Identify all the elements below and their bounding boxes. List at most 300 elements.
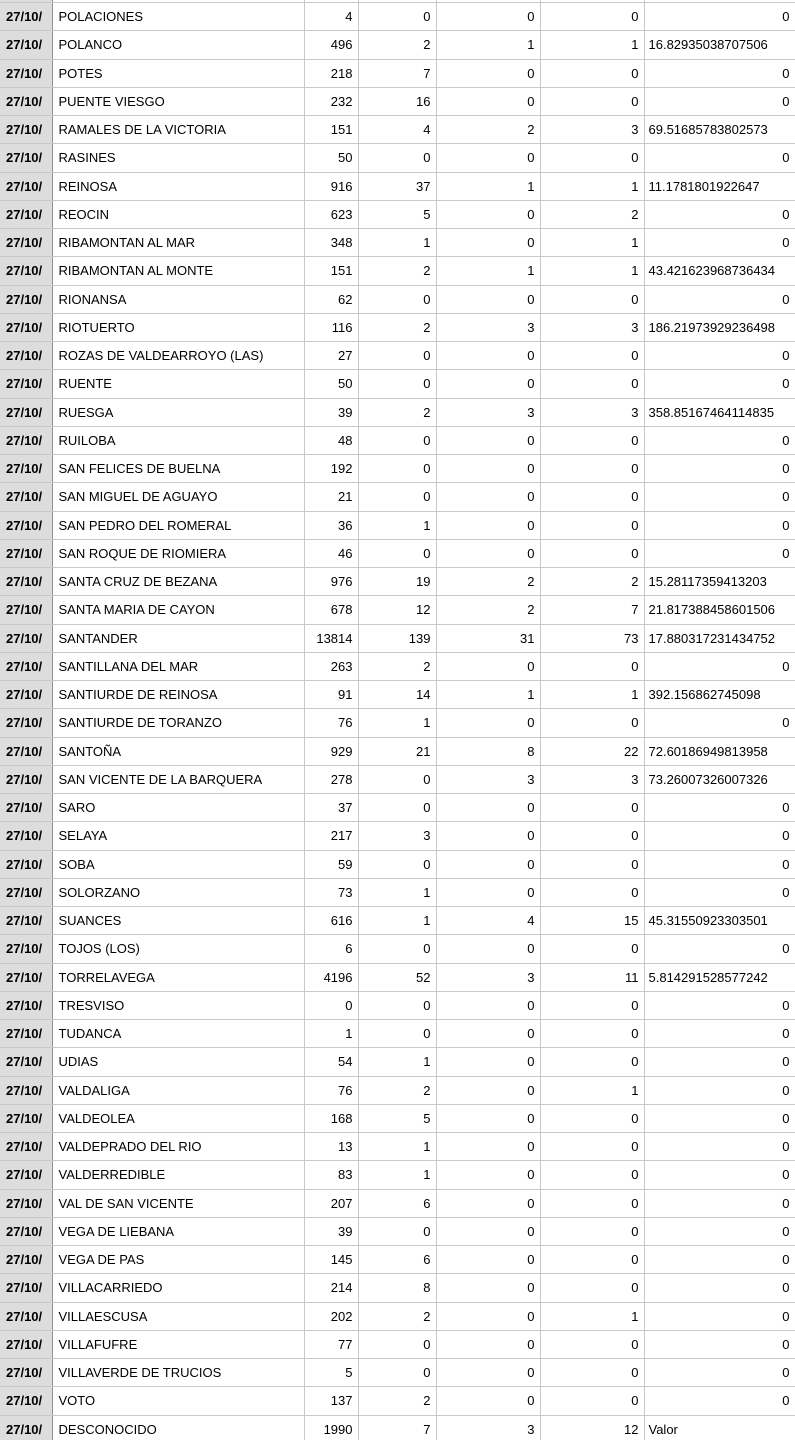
municipality-cell[interactable]: SOBA bbox=[52, 850, 304, 878]
date-cell[interactable]: 27/10/ bbox=[0, 765, 52, 793]
value-cell[interactable]: 2 bbox=[358, 31, 436, 59]
rate-cell[interactable]: 0 bbox=[644, 991, 795, 1019]
date-cell[interactable]: 27/10/ bbox=[0, 907, 52, 935]
value-cell[interactable]: 0 bbox=[540, 1246, 644, 1274]
value-cell[interactable]: 0 bbox=[436, 144, 540, 172]
date-cell[interactable]: 27/10/ bbox=[0, 1217, 52, 1245]
value-cell[interactable]: 0 bbox=[436, 455, 540, 483]
date-cell[interactable]: 27/10/ bbox=[0, 737, 52, 765]
municipality-cell[interactable]: SANTA MARIA DE CAYON bbox=[52, 596, 304, 624]
rate-cell[interactable]: 0 bbox=[644, 1387, 795, 1415]
date-cell[interactable]: 27/10/ bbox=[0, 87, 52, 115]
value-cell[interactable]: 2 bbox=[358, 652, 436, 680]
date-cell[interactable]: 27/10/ bbox=[0, 31, 52, 59]
value-cell[interactable]: 7 bbox=[540, 596, 644, 624]
date-cell[interactable]: 27/10/ bbox=[0, 1387, 52, 1415]
rate-cell[interactable]: 0 bbox=[644, 342, 795, 370]
value-cell[interactable]: 0 bbox=[540, 1189, 644, 1217]
date-cell[interactable]: 27/10/ bbox=[0, 1330, 52, 1358]
value-cell[interactable]: 0 bbox=[540, 1330, 644, 1358]
municipality-cell[interactable]: VEGA DE LIEBANA bbox=[52, 1217, 304, 1245]
municipality-cell[interactable]: RIOTUERTO bbox=[52, 313, 304, 341]
value-cell[interactable]: 2 bbox=[358, 313, 436, 341]
rate-cell[interactable]: 0 bbox=[644, 200, 795, 228]
municipality-cell[interactable]: RUILOBA bbox=[52, 426, 304, 454]
value-cell[interactable]: 0 bbox=[436, 1330, 540, 1358]
value-cell[interactable]: 8 bbox=[358, 1274, 436, 1302]
value-cell[interactable]: 4196 bbox=[304, 963, 358, 991]
rate-cell[interactable]: 0 bbox=[644, 1048, 795, 1076]
date-cell[interactable]: 27/10/ bbox=[0, 1246, 52, 1274]
date-cell[interactable]: 27/10/ bbox=[0, 1104, 52, 1132]
rate-cell[interactable]: 0 bbox=[644, 455, 795, 483]
municipality-cell[interactable]: PUENTE VIESGO bbox=[52, 87, 304, 115]
value-cell[interactable]: 916 bbox=[304, 172, 358, 200]
rate-cell[interactable]: 0 bbox=[644, 709, 795, 737]
value-cell[interactable]: 5 bbox=[358, 200, 436, 228]
municipality-cell[interactable]: SAN PEDRO DEL ROMERAL bbox=[52, 511, 304, 539]
value-cell[interactable]: 0 bbox=[540, 1359, 644, 1387]
value-cell[interactable]: 151 bbox=[304, 116, 358, 144]
municipality-cell[interactable]: VILLAVERDE DE TRUCIOS bbox=[52, 1359, 304, 1387]
value-cell[interactable]: 3 bbox=[436, 313, 540, 341]
value-cell[interactable]: 0 bbox=[358, 342, 436, 370]
value-cell[interactable]: 62 bbox=[304, 285, 358, 313]
rate-cell[interactable]: 0 bbox=[644, 285, 795, 313]
rate-cell[interactable]: 0 bbox=[644, 850, 795, 878]
date-cell[interactable]: 27/10/ bbox=[0, 1302, 52, 1330]
value-cell[interactable]: 0 bbox=[436, 822, 540, 850]
date-cell[interactable]: 27/10/ bbox=[0, 1189, 52, 1217]
value-cell[interactable]: 0 bbox=[358, 455, 436, 483]
date-cell[interactable]: 27/10/ bbox=[0, 342, 52, 370]
municipality-cell[interactable]: RIONANSA bbox=[52, 285, 304, 313]
value-cell[interactable]: 0 bbox=[358, 3, 436, 31]
value-cell[interactable]: 3 bbox=[436, 765, 540, 793]
value-cell[interactable]: 37 bbox=[358, 172, 436, 200]
value-cell[interactable]: 0 bbox=[436, 1161, 540, 1189]
date-cell[interactable]: 27/10/ bbox=[0, 3, 52, 31]
value-cell[interactable]: 4 bbox=[358, 116, 436, 144]
value-cell[interactable]: 0 bbox=[304, 991, 358, 1019]
municipality-cell[interactable]: VALDERREDIBLE bbox=[52, 1161, 304, 1189]
value-cell[interactable]: 0 bbox=[540, 709, 644, 737]
municipality-cell[interactable]: TOJOS (LOS) bbox=[52, 935, 304, 963]
value-cell[interactable]: 50 bbox=[304, 144, 358, 172]
date-cell[interactable]: 27/10/ bbox=[0, 455, 52, 483]
value-cell[interactable]: 73 bbox=[304, 878, 358, 906]
municipality-cell[interactable]: RUENTE bbox=[52, 370, 304, 398]
value-cell[interactable]: 36 bbox=[304, 511, 358, 539]
value-cell[interactable]: 0 bbox=[358, 935, 436, 963]
municipality-cell[interactable]: RUESGA bbox=[52, 398, 304, 426]
rate-cell[interactable]: 69.51685783802573 bbox=[644, 116, 795, 144]
rate-cell[interactable]: 0 bbox=[644, 794, 795, 822]
value-cell[interactable]: 0 bbox=[436, 1104, 540, 1132]
municipality-cell[interactable]: RIBAMONTAN AL MONTE bbox=[52, 257, 304, 285]
date-cell[interactable]: 27/10/ bbox=[0, 370, 52, 398]
value-cell[interactable]: 0 bbox=[540, 539, 644, 567]
date-cell[interactable]: 27/10/ bbox=[0, 116, 52, 144]
value-cell[interactable]: 151 bbox=[304, 257, 358, 285]
value-cell[interactable]: 27 bbox=[304, 342, 358, 370]
value-cell[interactable]: 202 bbox=[304, 1302, 358, 1330]
value-cell[interactable]: 8 bbox=[436, 737, 540, 765]
municipality-cell[interactable]: UDIAS bbox=[52, 1048, 304, 1076]
value-cell[interactable]: 0 bbox=[436, 1020, 540, 1048]
value-cell[interactable]: 0 bbox=[540, 1274, 644, 1302]
value-cell[interactable]: 0 bbox=[540, 1104, 644, 1132]
date-cell[interactable]: 27/10/ bbox=[0, 1161, 52, 1189]
municipality-cell[interactable]: SANTA CRUZ DE BEZANA bbox=[52, 568, 304, 596]
value-cell[interactable]: 59 bbox=[304, 850, 358, 878]
date-cell[interactable]: 27/10/ bbox=[0, 144, 52, 172]
value-cell[interactable]: 1 bbox=[358, 1133, 436, 1161]
date-cell[interactable]: 27/10/ bbox=[0, 1274, 52, 1302]
municipality-cell[interactable]: SANTANDER bbox=[52, 624, 304, 652]
value-cell[interactable]: 21 bbox=[358, 737, 436, 765]
value-cell[interactable]: 1990 bbox=[304, 1415, 358, 1440]
municipality-cell[interactable]: POTES bbox=[52, 59, 304, 87]
value-cell[interactable]: 2 bbox=[358, 1076, 436, 1104]
value-cell[interactable]: 5 bbox=[358, 1104, 436, 1132]
value-cell[interactable]: 0 bbox=[540, 1387, 644, 1415]
rate-cell[interactable]: 0 bbox=[644, 370, 795, 398]
value-cell[interactable]: 616 bbox=[304, 907, 358, 935]
value-cell[interactable]: 83 bbox=[304, 1161, 358, 1189]
rate-cell[interactable]: 0 bbox=[644, 144, 795, 172]
date-cell[interactable]: 27/10/ bbox=[0, 1076, 52, 1104]
value-cell[interactable]: 0 bbox=[540, 822, 644, 850]
value-cell[interactable]: 3 bbox=[540, 313, 644, 341]
municipality-cell[interactable]: SAN ROQUE DE RIOMIERA bbox=[52, 539, 304, 567]
value-cell[interactable]: 278 bbox=[304, 765, 358, 793]
rate-cell[interactable]: 0 bbox=[644, 652, 795, 680]
value-cell[interactable]: 0 bbox=[436, 229, 540, 257]
value-cell[interactable]: 263 bbox=[304, 652, 358, 680]
value-cell[interactable]: 929 bbox=[304, 737, 358, 765]
rate-cell[interactable]: 17.880317231434752 bbox=[644, 624, 795, 652]
date-cell[interactable]: 27/10/ bbox=[0, 1359, 52, 1387]
municipality-cell[interactable]: SANTOÑA bbox=[52, 737, 304, 765]
value-cell[interactable]: 2 bbox=[358, 1302, 436, 1330]
value-cell[interactable]: 1 bbox=[540, 31, 644, 59]
municipality-cell[interactable]: TRESVISO bbox=[52, 991, 304, 1019]
value-cell[interactable]: 0 bbox=[358, 794, 436, 822]
rate-cell[interactable]: 16.82935038707506 bbox=[644, 31, 795, 59]
rate-cell[interactable]: 0 bbox=[644, 878, 795, 906]
value-cell[interactable]: 0 bbox=[436, 1076, 540, 1104]
value-cell[interactable]: 0 bbox=[540, 1133, 644, 1161]
value-cell[interactable]: 0 bbox=[436, 59, 540, 87]
value-cell[interactable]: 39 bbox=[304, 398, 358, 426]
value-cell[interactable]: 1 bbox=[540, 229, 644, 257]
value-cell[interactable]: 6 bbox=[358, 1246, 436, 1274]
value-cell[interactable]: 1 bbox=[358, 229, 436, 257]
value-cell[interactable]: 37 bbox=[304, 794, 358, 822]
municipality-cell[interactable]: SAN VICENTE DE LA BARQUERA bbox=[52, 765, 304, 793]
municipality-cell[interactable]: RASINES bbox=[52, 144, 304, 172]
value-cell[interactable]: 0 bbox=[436, 3, 540, 31]
rate-cell[interactable]: 0 bbox=[644, 426, 795, 454]
rate-cell[interactable]: 0 bbox=[644, 1104, 795, 1132]
value-cell[interactable]: 1 bbox=[540, 1302, 644, 1330]
value-cell[interactable]: 0 bbox=[436, 1246, 540, 1274]
value-cell[interactable]: 76 bbox=[304, 709, 358, 737]
value-cell[interactable]: 3 bbox=[358, 822, 436, 850]
value-cell[interactable]: 1 bbox=[358, 878, 436, 906]
value-cell[interactable]: 0 bbox=[436, 1189, 540, 1217]
value-cell[interactable]: 0 bbox=[436, 1359, 540, 1387]
value-cell[interactable]: 0 bbox=[540, 511, 644, 539]
value-cell[interactable]: 4 bbox=[436, 907, 540, 935]
value-cell[interactable]: 1 bbox=[358, 511, 436, 539]
value-cell[interactable]: 12 bbox=[358, 596, 436, 624]
value-cell[interactable]: 0 bbox=[436, 1217, 540, 1245]
value-cell[interactable]: 73 bbox=[540, 624, 644, 652]
value-cell[interactable]: 0 bbox=[358, 370, 436, 398]
value-cell[interactable]: 1 bbox=[358, 1048, 436, 1076]
value-cell[interactable]: 0 bbox=[540, 426, 644, 454]
date-cell[interactable]: 27/10/ bbox=[0, 652, 52, 680]
rate-cell[interactable]: 0 bbox=[644, 935, 795, 963]
rate-cell[interactable]: 392.156862745098 bbox=[644, 681, 795, 709]
value-cell[interactable]: 0 bbox=[540, 342, 644, 370]
value-cell[interactable]: 0 bbox=[436, 935, 540, 963]
municipality-cell[interactable]: VILLAFUFRE bbox=[52, 1330, 304, 1358]
rate-cell[interactable]: 11.1781801922647 bbox=[644, 172, 795, 200]
value-cell[interactable]: 6 bbox=[304, 935, 358, 963]
rate-cell[interactable]: 45.31550923303501 bbox=[644, 907, 795, 935]
rate-cell[interactable]: 0 bbox=[644, 3, 795, 31]
rate-cell[interactable]: 0 bbox=[644, 822, 795, 850]
municipality-cell[interactable]: VALDEPRADO DEL RIO bbox=[52, 1133, 304, 1161]
value-cell[interactable]: 13814 bbox=[304, 624, 358, 652]
value-cell[interactable]: 2 bbox=[540, 200, 644, 228]
rate-cell[interactable]: 0 bbox=[644, 1020, 795, 1048]
value-cell[interactable]: 0 bbox=[436, 1387, 540, 1415]
value-cell[interactable]: 14 bbox=[358, 681, 436, 709]
value-cell[interactable]: 16 bbox=[358, 87, 436, 115]
value-cell[interactable]: 0 bbox=[358, 1330, 436, 1358]
municipality-cell[interactable]: REINOSA bbox=[52, 172, 304, 200]
date-cell[interactable]: 27/10/ bbox=[0, 539, 52, 567]
value-cell[interactable]: 139 bbox=[358, 624, 436, 652]
date-cell[interactable]: 27/10/ bbox=[0, 426, 52, 454]
date-cell[interactable]: 27/10/ bbox=[0, 878, 52, 906]
value-cell[interactable]: 0 bbox=[358, 1217, 436, 1245]
value-cell[interactable]: 0 bbox=[358, 1020, 436, 1048]
municipality-cell[interactable]: SARO bbox=[52, 794, 304, 822]
value-cell[interactable]: 348 bbox=[304, 229, 358, 257]
value-cell[interactable]: 7 bbox=[358, 1415, 436, 1440]
municipality-cell[interactable]: SANTILLANA DEL MAR bbox=[52, 652, 304, 680]
date-cell[interactable]: 27/10/ bbox=[0, 568, 52, 596]
date-cell[interactable]: 27/10/ bbox=[0, 1415, 52, 1440]
value-cell[interactable]: 2 bbox=[358, 1387, 436, 1415]
value-cell[interactable]: 0 bbox=[358, 539, 436, 567]
value-cell[interactable]: 0 bbox=[358, 285, 436, 313]
value-cell[interactable]: 1 bbox=[540, 1076, 644, 1104]
value-cell[interactable]: 976 bbox=[304, 568, 358, 596]
value-cell[interactable]: 0 bbox=[540, 87, 644, 115]
rate-cell[interactable]: 5.814291528577242 bbox=[644, 963, 795, 991]
municipality-cell[interactable]: SANTIURDE DE REINOSA bbox=[52, 681, 304, 709]
value-cell[interactable]: 31 bbox=[436, 624, 540, 652]
value-cell[interactable]: 145 bbox=[304, 1246, 358, 1274]
rate-cell[interactable]: 0 bbox=[644, 1330, 795, 1358]
value-cell[interactable]: 0 bbox=[540, 285, 644, 313]
value-cell[interactable]: 0 bbox=[436, 1302, 540, 1330]
date-cell[interactable]: 27/10/ bbox=[0, 483, 52, 511]
value-cell[interactable]: 0 bbox=[540, 935, 644, 963]
municipality-cell[interactable]: TUDANCA bbox=[52, 1020, 304, 1048]
value-cell[interactable]: 623 bbox=[304, 200, 358, 228]
value-cell[interactable]: 2 bbox=[358, 257, 436, 285]
value-cell[interactable]: 1 bbox=[358, 907, 436, 935]
value-cell[interactable]: 0 bbox=[436, 1133, 540, 1161]
value-cell[interactable]: 0 bbox=[436, 426, 540, 454]
value-cell[interactable]: 48 bbox=[304, 426, 358, 454]
municipality-cell[interactable]: VOTO bbox=[52, 1387, 304, 1415]
value-cell[interactable]: 678 bbox=[304, 596, 358, 624]
value-cell[interactable]: 2 bbox=[436, 596, 540, 624]
date-cell[interactable]: 27/10/ bbox=[0, 850, 52, 878]
value-cell[interactable]: 22 bbox=[540, 737, 644, 765]
municipality-cell[interactable]: RAMALES DE LA VICTORIA bbox=[52, 116, 304, 144]
value-cell[interactable]: 0 bbox=[436, 370, 540, 398]
value-cell[interactable]: 1 bbox=[358, 709, 436, 737]
value-cell[interactable]: 0 bbox=[540, 991, 644, 1019]
rate-cell[interactable]: 72.60186949813958 bbox=[644, 737, 795, 765]
value-cell[interactable]: 496 bbox=[304, 31, 358, 59]
value-cell[interactable]: 21 bbox=[304, 483, 358, 511]
value-cell[interactable]: 0 bbox=[540, 144, 644, 172]
value-cell[interactable]: 0 bbox=[540, 850, 644, 878]
date-cell[interactable]: 27/10/ bbox=[0, 709, 52, 737]
value-cell[interactable]: 116 bbox=[304, 313, 358, 341]
municipality-cell[interactable]: SUANCES bbox=[52, 907, 304, 935]
value-cell[interactable]: 52 bbox=[358, 963, 436, 991]
value-cell[interactable]: 0 bbox=[436, 850, 540, 878]
value-cell[interactable]: 2 bbox=[540, 568, 644, 596]
date-cell[interactable]: 27/10/ bbox=[0, 285, 52, 313]
value-cell[interactable]: 0 bbox=[436, 539, 540, 567]
date-cell[interactable]: 27/10/ bbox=[0, 257, 52, 285]
rate-cell[interactable]: 0 bbox=[644, 539, 795, 567]
value-cell[interactable]: 0 bbox=[540, 370, 644, 398]
value-cell[interactable]: 0 bbox=[436, 87, 540, 115]
date-cell[interactable]: 27/10/ bbox=[0, 398, 52, 426]
municipality-cell[interactable]: RIBAMONTAN AL MAR bbox=[52, 229, 304, 257]
rate-cell[interactable]: 0 bbox=[644, 1133, 795, 1161]
rate-cell[interactable]: 21.817388458601506 bbox=[644, 596, 795, 624]
value-cell[interactable]: 0 bbox=[436, 878, 540, 906]
value-cell[interactable]: 1 bbox=[540, 257, 644, 285]
value-cell[interactable]: 19 bbox=[358, 568, 436, 596]
rate-cell[interactable]: 0 bbox=[644, 229, 795, 257]
value-cell[interactable]: 217 bbox=[304, 822, 358, 850]
value-cell[interactable]: 0 bbox=[358, 765, 436, 793]
value-cell[interactable]: 0 bbox=[358, 483, 436, 511]
date-cell[interactable]: 27/10/ bbox=[0, 596, 52, 624]
municipality-cell[interactable]: VEGA DE PAS bbox=[52, 1246, 304, 1274]
value-cell[interactable]: 0 bbox=[540, 878, 644, 906]
value-cell[interactable]: 0 bbox=[436, 991, 540, 1019]
date-cell[interactable]: 27/10/ bbox=[0, 229, 52, 257]
value-cell[interactable]: 0 bbox=[436, 709, 540, 737]
value-cell[interactable]: 4 bbox=[304, 3, 358, 31]
value-cell[interactable]: 0 bbox=[358, 991, 436, 1019]
value-cell[interactable]: 137 bbox=[304, 1387, 358, 1415]
value-cell[interactable]: 0 bbox=[436, 652, 540, 680]
rate-cell[interactable]: 358.85167464114835 bbox=[644, 398, 795, 426]
municipality-cell[interactable]: VALDALIGA bbox=[52, 1076, 304, 1104]
date-cell[interactable]: 27/10/ bbox=[0, 172, 52, 200]
value-cell[interactable]: 6 bbox=[358, 1189, 436, 1217]
date-cell[interactable]: 27/10/ bbox=[0, 1048, 52, 1076]
date-cell[interactable]: 27/10/ bbox=[0, 822, 52, 850]
municipality-cell[interactable]: SOLORZANO bbox=[52, 878, 304, 906]
municipality-cell[interactable]: SANTIURDE DE TORANZO bbox=[52, 709, 304, 737]
value-cell[interactable]: 5 bbox=[304, 1359, 358, 1387]
value-cell[interactable]: 0 bbox=[436, 1048, 540, 1076]
rate-cell[interactable]: 73.26007326007326 bbox=[644, 765, 795, 793]
value-cell[interactable]: 218 bbox=[304, 59, 358, 87]
value-cell[interactable]: 46 bbox=[304, 539, 358, 567]
value-cell[interactable]: 1 bbox=[436, 31, 540, 59]
value-cell[interactable]: 0 bbox=[436, 200, 540, 228]
value-cell[interactable]: 3 bbox=[436, 1415, 540, 1440]
rate-cell[interactable]: 15.28117359413203 bbox=[644, 568, 795, 596]
value-cell[interactable]: 0 bbox=[436, 483, 540, 511]
rate-cell[interactable]: 0 bbox=[644, 511, 795, 539]
value-cell[interactable]: 3 bbox=[540, 398, 644, 426]
rate-cell[interactable]: 0 bbox=[644, 1302, 795, 1330]
value-cell[interactable]: 77 bbox=[304, 1330, 358, 1358]
value-cell[interactable]: 0 bbox=[358, 1359, 436, 1387]
date-cell[interactable]: 27/10/ bbox=[0, 935, 52, 963]
municipality-cell[interactable]: POLACIONES bbox=[52, 3, 304, 31]
value-cell[interactable]: 3 bbox=[436, 963, 540, 991]
value-cell[interactable]: 3 bbox=[540, 116, 644, 144]
value-cell[interactable]: 207 bbox=[304, 1189, 358, 1217]
value-cell[interactable]: 2 bbox=[358, 398, 436, 426]
value-cell[interactable]: 1 bbox=[540, 172, 644, 200]
value-cell[interactable]: 91 bbox=[304, 681, 358, 709]
rate-cell[interactable]: 0 bbox=[644, 1217, 795, 1245]
municipality-cell[interactable]: VALDEOLEA bbox=[52, 1104, 304, 1132]
value-cell[interactable]: 3 bbox=[436, 398, 540, 426]
value-cell[interactable]: 0 bbox=[540, 652, 644, 680]
value-cell[interactable]: 76 bbox=[304, 1076, 358, 1104]
value-cell[interactable]: 0 bbox=[540, 59, 644, 87]
municipality-cell[interactable]: TORRELAVEGA bbox=[52, 963, 304, 991]
value-cell[interactable]: 0 bbox=[436, 285, 540, 313]
value-cell[interactable]: 0 bbox=[540, 455, 644, 483]
value-cell[interactable]: 0 bbox=[540, 1020, 644, 1048]
municipality-cell[interactable]: REOCIN bbox=[52, 200, 304, 228]
rate-cell[interactable]: 0 bbox=[644, 1359, 795, 1387]
rate-cell[interactable]: 0 bbox=[644, 1274, 795, 1302]
date-cell[interactable]: 27/10/ bbox=[0, 511, 52, 539]
municipality-cell[interactable]: SAN MIGUEL DE AGUAYO bbox=[52, 483, 304, 511]
value-cell[interactable]: 0 bbox=[358, 144, 436, 172]
value-cell[interactable]: 1 bbox=[436, 172, 540, 200]
rate-cell[interactable]: 0 bbox=[644, 1189, 795, 1217]
date-cell[interactable]: 27/10/ bbox=[0, 624, 52, 652]
rate-cell[interactable]: 0 bbox=[644, 59, 795, 87]
